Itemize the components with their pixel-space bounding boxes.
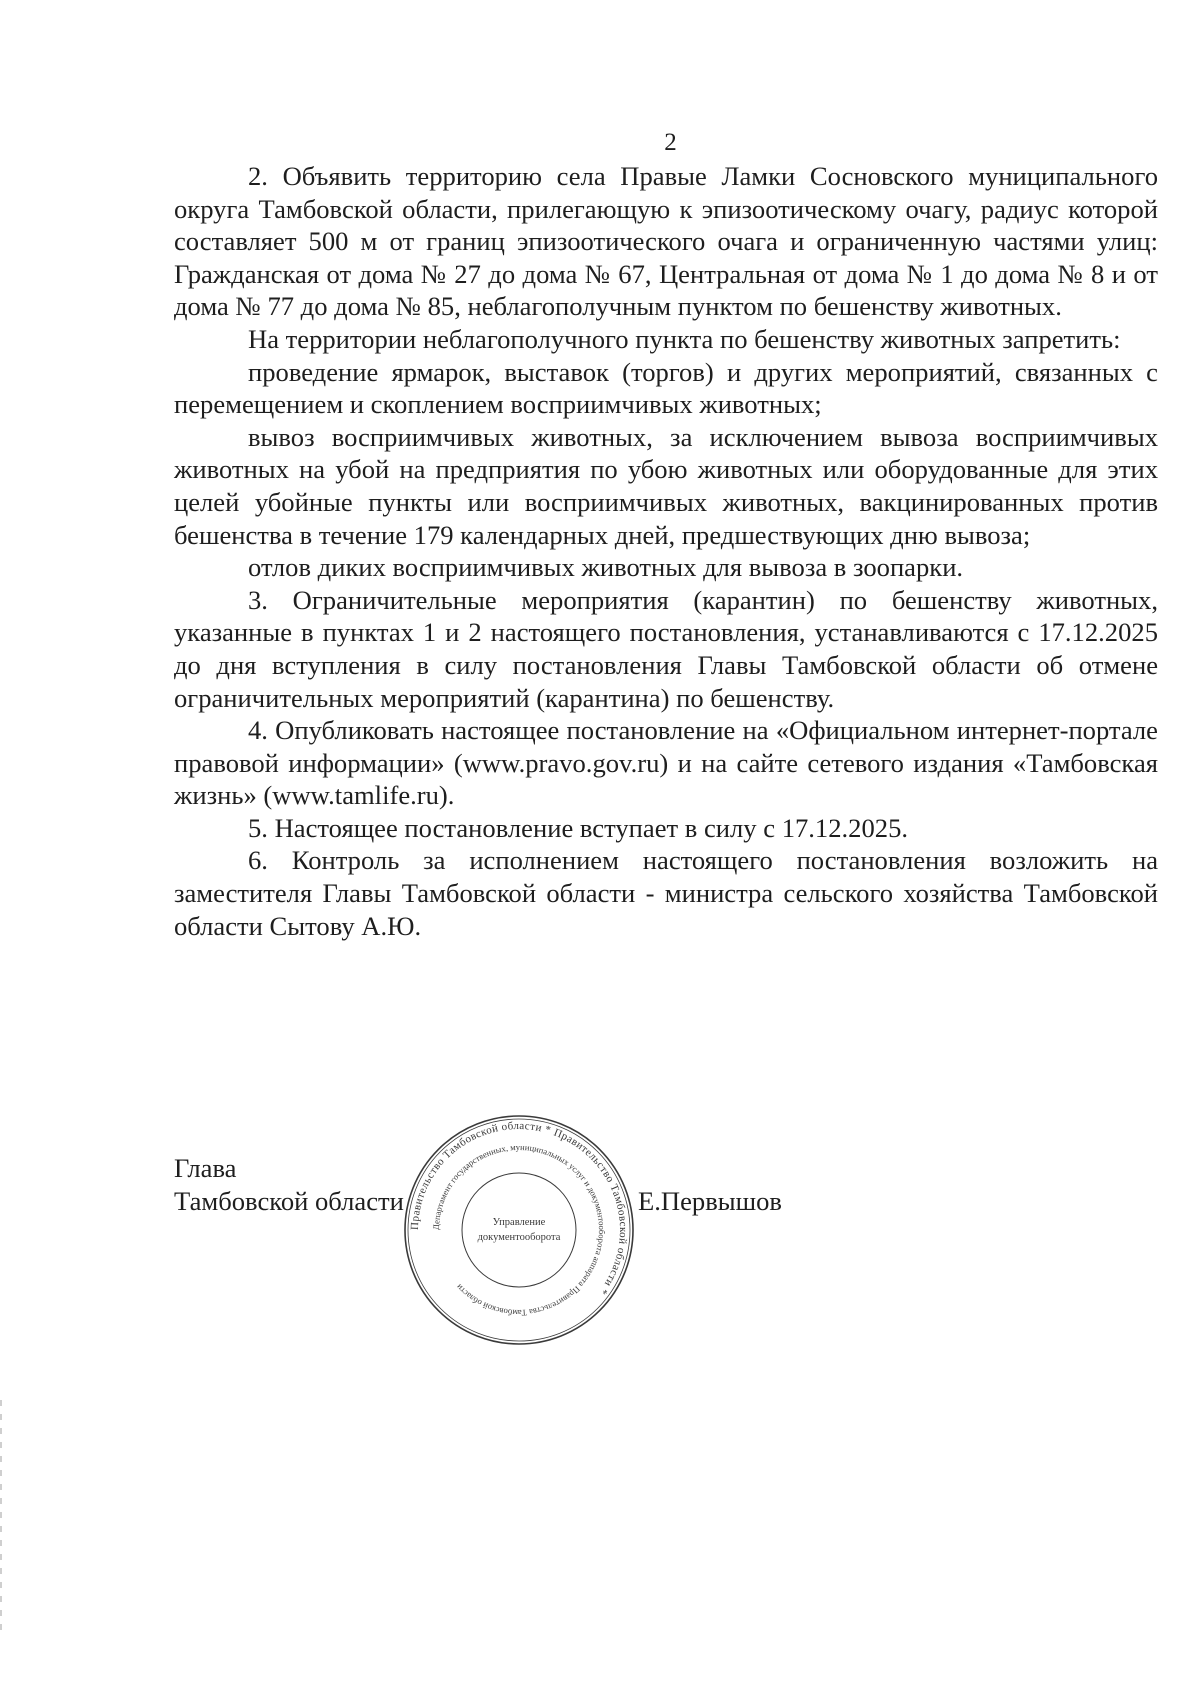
- paragraph-5: 5. Настоящее постановление вступает в силу с 17.12.2025.: [248, 812, 909, 843]
- stamp-outer-ring-path-text: Правительство Тамбовской области * Правительство Тамбовской области *: [408, 1119, 630, 1297]
- official-stamp: [401, 1112, 637, 1348]
- page-number: 2: [664, 129, 677, 156]
- stamp-center-line1: Управление: [492, 1217, 546, 1228]
- paragraph-4: 4. Опубликовать настоящее постановление на «Официальном интернет-портале правовой информации» (www.pravo.gov.ru) и на сайте сетевого издания «Тамбовская жизнь» (www.tamlife.ru).: [174, 715, 1158, 811]
- signatory-title-line1: Глава: [174, 1153, 237, 1183]
- stamp-inner-circle: [462, 1173, 576, 1287]
- signatory-name: Е.Первышов: [638, 1186, 782, 1216]
- paragraph-3: 3. Ограничительные мероприятия (карантин) по бешенству животных, указанные в пунктах 1 и 2 настоящего постановления, устанавливаются с 17.12.2025 до дня вступления в силу постановления Главы Тамбовской области об отмене ограничительных мероприятий (карантина) по бешенству.: [174, 584, 1158, 713]
- paragraph-6: 6. Контроль за исполнением настоящего постановления возложить на заместителя Главы Тамбовской области - министра сельского хозяйства Тамбовской области Сытову А.Ю.: [174, 845, 1158, 941]
- scan-edge-artifact: [0, 1400, 2, 1630]
- paragraph-prohibit-capture: отлов диких восприимчивых животных для вывоза в зоопарки.: [248, 552, 964, 583]
- stamp-inner-ring-text: [431, 1142, 607, 1318]
- paragraph-prohibit-fairs: проведение ярмарок, выставок (торгов) и других мероприятий, связанных с перемещением и скоплением восприимчивых животных;: [174, 356, 1158, 420]
- paragraph-prohibit-export: вывоз восприимчивых животных, за исключением вывоза восприимчивых животных на убой на предприятия по убою животных или оборудованные для этих целей убойные пункты или восприимчивых животных, вакцинированных против бешенства в течение 179 календарных дней, предшествующих дню вывоза;: [174, 421, 1158, 550]
- signatory-title-line2: Тамбовской области: [174, 1186, 404, 1216]
- paragraph-2: 2. Объявить территорию села Правые Ламки Сосновского муниципального округа Тамбовской области, прилегающую к эпизоотическому очагу, радиус которой составляет 500 м от границ эпизоотического очага и ограниченную частями улиц: Гражданская от дома № 27 до дома № 67, Центральная от дома № 1 до дома № 8 и от дома № 77 до дома № 85, неблагополучным пунктом по бешенству животных.: [174, 161, 1158, 322]
- stamp-inner-ring-path-text: Департамент государственных, муниципальных услуг и документооборота аппарата Правительства Тамбовской области: [430, 1141, 608, 1319]
- paragraph-prohibit-intro: На территории неблагополучного пункта по бешенству животных запретить:: [248, 323, 1121, 354]
- document-body: [174, 160, 1158, 942]
- stamp-center-line2: документооборота: [477, 1232, 561, 1243]
